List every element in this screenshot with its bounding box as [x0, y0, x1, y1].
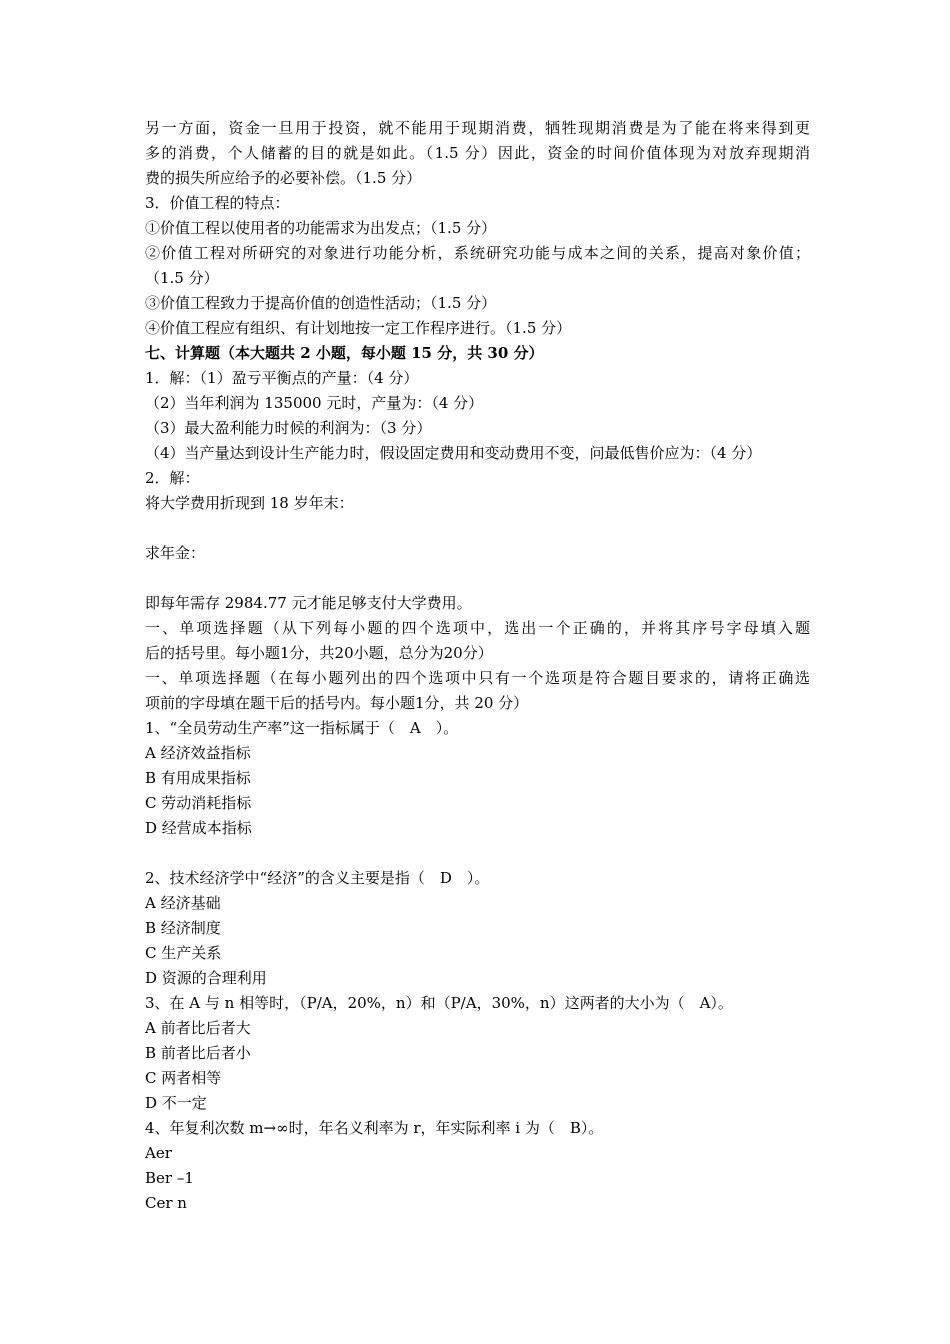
answer-option: D 不一定 [145, 1094, 207, 1112]
list-item: ②价值工程对所研究的对象进行功能分析，系统研究功能与成本之间的关系，提高对象价值； [145, 244, 810, 262]
section-heading: 七、计算题（本大题共 2 小题，每小题 15 分，共 30 分） [145, 344, 544, 362]
question-text: 3、在 A 与 n 相等时，（P/A，20%，n）和（P/A，30%，n）这两者的大小为（ A）。 [145, 994, 733, 1012]
answer-option: Cer n [145, 1194, 187, 1212]
paragraph-line: 即每年需存 2984.77 元才能足够支付大学费用。 [145, 594, 472, 612]
list-item: （1.5 分） [145, 269, 219, 287]
section-heading: 后的括号里。每小题1分，共20小题，总分为20分） [145, 644, 493, 662]
paragraph-line: 2．解： [145, 469, 200, 487]
section-heading: 一、单项选择题（在每小题列出的四个选项中只有一个选项是符合题目要求的，请将正确选 [145, 669, 810, 687]
answer-option: A 经济效益指标 [145, 744, 251, 762]
answer-option: C 劳动消耗指标 [145, 794, 252, 812]
list-item: ①价值工程以使用者的功能需求为出发点；（1.5 分） [145, 219, 497, 237]
answer-option: D 资源的合理利用 [145, 969, 267, 987]
section-heading: 一、单项选择题（从下列每小题的四个选项中，选出一个正确的，并将其序号字母填入题 [145, 619, 810, 637]
document-body [145, 116, 810, 1216]
paragraph-line: 将大学费用折现到 18 岁年末： [145, 494, 354, 512]
answer-option: C 生产关系 [145, 944, 222, 962]
paragraph-line: 多的消费，个人储蓄的目的就是如此。（1.5 分）因此，资金的时间价值体现为对放弃现期消 [145, 144, 810, 162]
section-heading: 项前的字母填在题干后的括号内。每小题1分，共 20 分） [145, 694, 529, 712]
answer-option: Aer [145, 1144, 172, 1162]
paragraph-line: 另一方面，资金一旦用于投资，就不能用于现期消费，牺牲现期消费是为了能在将来得到更 [145, 119, 810, 137]
blank-line [145, 566, 810, 591]
paragraph-line: 求年金： [145, 544, 206, 562]
question-text: 1、“全员劳动生产率”这一指标属于（ A ）。 [145, 719, 459, 737]
blank-line [145, 516, 810, 541]
list-item: ④价值工程应有组织、有计划地按一定工作程序进行。（1.5 分） [145, 319, 572, 337]
paragraph-line: （4）当产量达到设计生产能力时，假设固定费用和变动费用不变，问最低售价应为：（4 分） [145, 444, 762, 462]
answer-option: B 经济制度 [145, 919, 221, 937]
paragraph-line: 费的损失所应给予的必要补偿。（1.5 分） [145, 169, 422, 187]
question-text: 2、技术经济学中“经济”的含义主要是指（ D ）。 [145, 869, 490, 887]
paragraph-line: （2）当年利润为 135000 元时，产量为：（4 分） [145, 394, 484, 412]
paragraph-line: 1．解：（1）盈亏平衡点的产量：（4 分） [145, 369, 419, 387]
answer-option: C 两者相等 [145, 1069, 222, 1087]
list-item: ③价值工程致力于提高价值的创造性活动；（1.5 分） [145, 294, 497, 312]
answer-option: B 有用成果指标 [145, 769, 251, 787]
answer-option: A 经济基础 [145, 894, 221, 912]
blank-line [145, 841, 810, 866]
answer-option: D 经营成本指标 [145, 819, 252, 837]
answer-option: A 前者比后者大 [145, 1019, 251, 1037]
answer-option: Ber –1 [145, 1169, 194, 1187]
question-text: 4、年复利次数 m→∞时，年名义利率为 r，年实际利率 i 为（ B）。 [145, 1119, 604, 1137]
section-heading: 3．价值工程的特点： [145, 194, 290, 212]
paragraph-line: （3）最大盈利能力时候的利润为：（3 分） [145, 419, 432, 437]
answer-option: B 前者比后者小 [145, 1044, 251, 1062]
